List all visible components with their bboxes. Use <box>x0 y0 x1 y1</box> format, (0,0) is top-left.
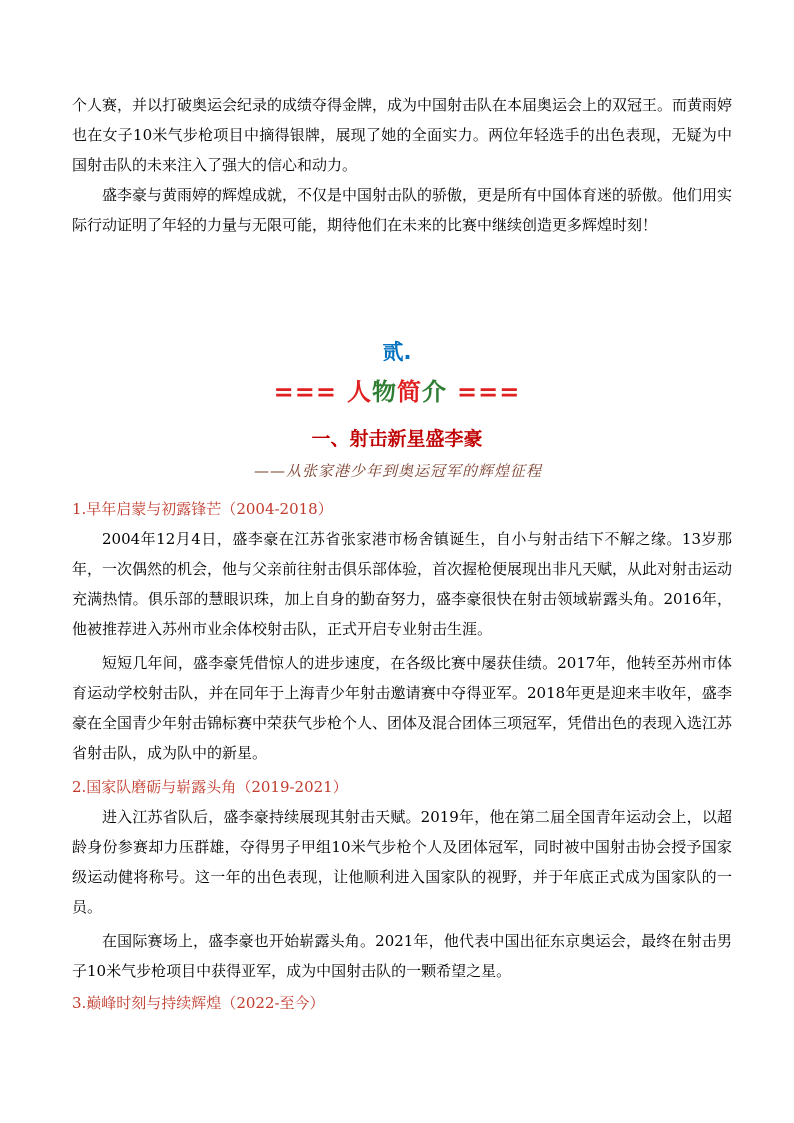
part-heading: 3.巅峰时刻与持续辉煌（2022-至今） <box>72 994 325 1012</box>
tagline: ——从张家港少年到奥运冠军的辉煌征程 <box>253 462 542 480</box>
title-left-decor: === <box>273 378 337 406</box>
section-title <box>0 372 794 407</box>
title-char: 物 <box>372 378 397 406</box>
title-char: 人 <box>347 378 372 406</box>
part-paragraph: 进入江苏省队后，盛李豪持续展现其射击天赋。2019年，他在第二届全国青年运动会上，以超龄身份参赛却力压群雄，夺得男子甲组10米气步枪个人及团体冠军，同时被中国射击协会授予国家级运动健将称号。这一年的出色表现，让他顺利进入国家队的视野，并于年底正式成为国家队的一员。 <box>72 808 732 916</box>
intro-paragraph-1: 个人赛，并以打破奥运会纪录的成绩夺得金牌，成为中国射击队在本届奥运会上的双冠王。而黄雨婷也在女子10米气步枪项目中摘得银牌，展现了她的全面实力。两位年轻选手的出色表现，无疑为中国射击队的未来注入了强大的信心和动力。 <box>72 96 733 174</box>
title-right-decor: === <box>457 378 521 406</box>
intro-paragraph-2: 盛李豪与黄雨婷的辉煌成就，不仅是中国射击队的骄傲，更是所有中国体育迷的骄傲。他们用实际行动证明了年轻的力量与无限可能，期待他们在未来的比赛中继续创造更多辉煌时刻！ <box>72 186 733 234</box>
part-paragraph: 在国际赛场上，盛李豪也开始崭露头角。2021年，他代表中国出征东京奥运会，最终在射击男子10米气步枪项目中获得亚军，成为中国射击队的一颗希望之星。 <box>72 932 732 980</box>
part-paragraph: 2004年12月4日，盛李豪在江苏省张家港市杨舍镇诞生，自小与射击结下不解之缘。13岁那年，一次偶然的机会，他与父亲前往射击俱乐部体验，首次握枪便展现出非凡天赋，从此对射击运动充满热情。俱乐部的慧眼识珠，加上自身的勤奋努力，盛李豪很快在射击领域崭露头角。2016年，他被推荐进入苏州市业余体校射击队，正式开启专业射击生涯。 <box>72 530 733 638</box>
part-heading: 2.国家队磨砺与崭露头角（2019-2021） <box>72 778 348 796</box>
title-char: 简 <box>397 378 422 406</box>
section-number: 贰. <box>382 340 412 364</box>
part-paragraph: 短短几年间，盛李豪凭借惊人的进步速度，在各级比赛中屡获佳绩。2017年，他转至苏州市体育运动学校射击队，并在同年于上海青少年射击邀请赛中夺得亚军。2018年更是迎来丰收年，盛李豪在全国青少年射击锦标赛中荣获气步枪个人、团体及混合团体三项冠军，凭借出色的表现入选江苏省射击队，成为队中的新星。 <box>72 654 733 762</box>
person-title: 一、射击新星盛李豪 <box>311 428 483 450</box>
part-heading: 1.早年启蒙与初露锋芒（2004-2018） <box>72 500 333 518</box>
title-char: 介 <box>422 378 447 406</box>
